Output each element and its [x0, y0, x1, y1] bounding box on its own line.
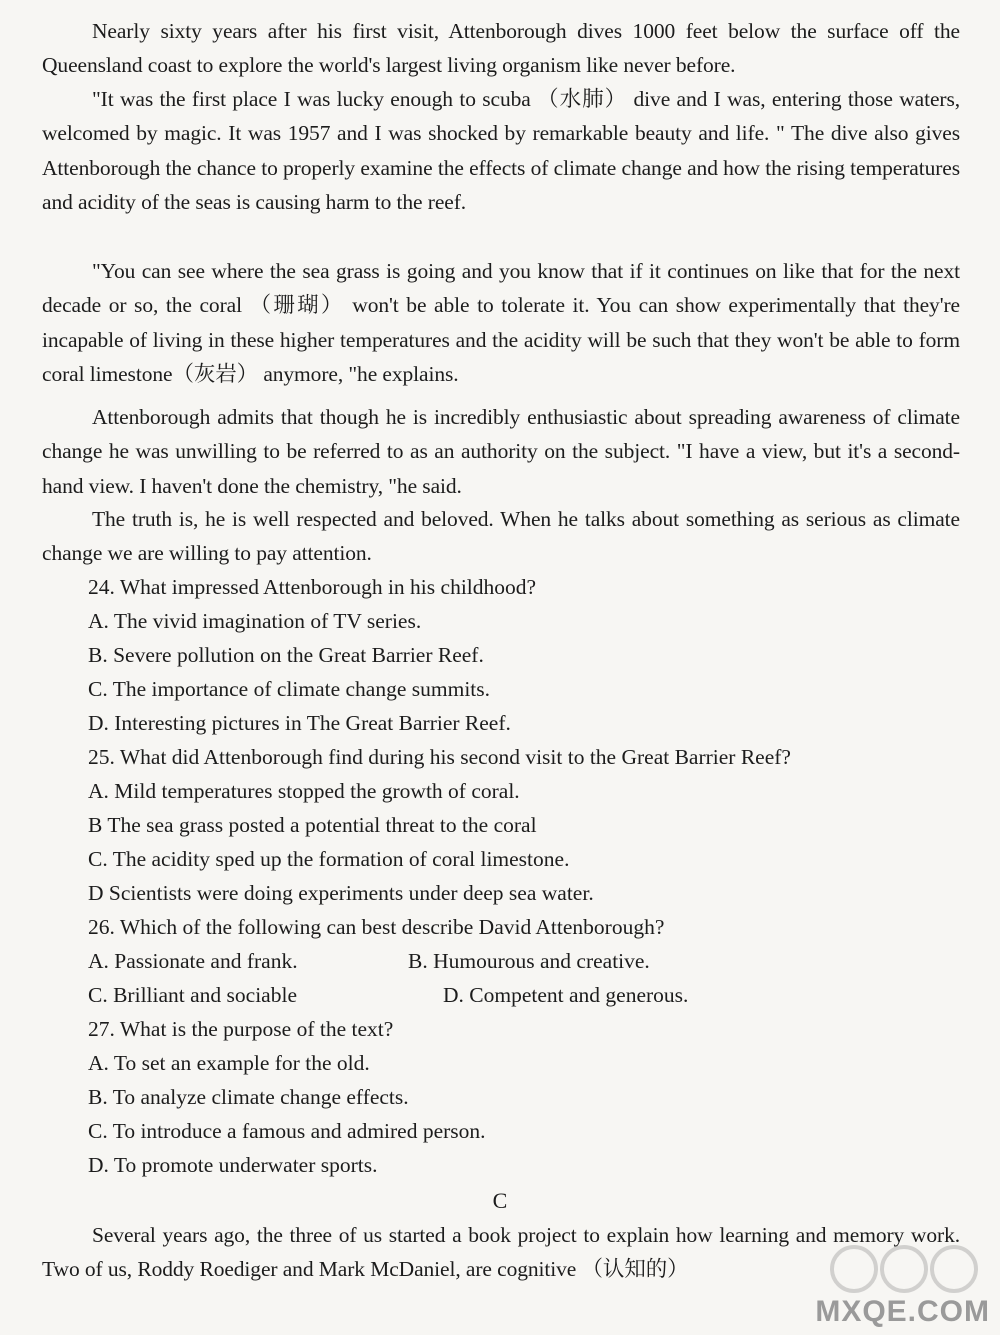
option-d[interactable]: D. To promote underwater sports.	[88, 1153, 378, 1177]
question-26	[88, 910, 968, 1012]
passage-paragraph-5: The truth is, he is well respected and beloved. When he talks about something as serious as climate change we are willing to pay attention.	[42, 507, 960, 566]
option-a[interactable]: A. Passionate and frank.	[88, 949, 298, 973]
option-a[interactable]: A. Mild temperatures stopped the growth of coral.	[88, 779, 520, 803]
section-heading: C	[492, 1188, 508, 1213]
option-a[interactable]: A. The vivid imagination of TV series.	[88, 609, 422, 633]
option-b[interactable]: B. Humourous and creative.	[408, 949, 650, 973]
question-stem: 24. What impressed Attenborough in his childhood?	[88, 575, 537, 599]
option-b[interactable]: B. To analyze climate change effects.	[88, 1085, 409, 1109]
passage-paragraph-4: Attenborough admits that though he is incredibly enthusiastic about spreading awareness of climate change he was unwilling to be referred to as an authority on the subject. "I have a view, but it's a second-hand view. I haven't done the chemistry, "he said.	[42, 405, 960, 498]
option-b[interactable]: B The sea grass posted a potential threat to the coral	[88, 813, 537, 837]
section-c-paragraph: Several years ago, the three of us started a book project to explain how learning and memory work. Two of us, Roddy Roediger and Mark McDaniel, are cognitive （认知的）	[42, 1223, 960, 1282]
question-stem: 27. What is the purpose of the text?	[88, 1017, 394, 1041]
option-d[interactable]: D Scientists were doing experiments under deep sea water.	[88, 881, 594, 905]
option-row	[88, 978, 968, 1012]
question-25	[88, 740, 968, 910]
option-d[interactable]: D. Competent and generous.	[443, 983, 689, 1007]
watermark-text: MXQE.COM	[815, 1295, 990, 1328]
option-c[interactable]: C. The importance of climate change summits.	[88, 677, 491, 701]
question-stem: 25. What did Attenborough find during his second visit to the Great Barrier Reef?	[88, 745, 791, 769]
question-stem: 26. Which of the following can best describe David Attenborough?	[88, 915, 665, 939]
passage-paragraph-2: "It was the first place I was lucky enough to scuba （水肺） dive and I was, entering those waters, welcomed by magic. It was 1957 and I was shocked by remarkable beauty and life. " The dive also gives Attenborough the chance to properly examine the effects of climate change and how the rising temperatures and acidity of the seas is causing harm to the reef.	[42, 87, 960, 215]
option-c[interactable]: C. The acidity sped up the formation of coral limestone.	[88, 847, 570, 871]
option-a[interactable]: A. To set an example for the old.	[88, 1051, 370, 1075]
option-c[interactable]: C. To introduce a famous and admired person.	[88, 1119, 486, 1143]
option-row	[88, 944, 968, 978]
passage-paragraph-1: Nearly sixty years after his first visit, Attenborough dives 1000 feet below the surface off the Queensland coast to explore the world's largest living organism like never before.	[42, 19, 960, 78]
passage-paragraph-3: "You can see where the sea grass is going and you know that if it continues on like that for the next decade or so, the coral （珊瑚） won't be able to tolerate it. You can show experimentally that they're incapable of living in these higher temperatures and the acidity will be such that they won't be able to form coral limestone（灰岩） anymore, "he explains.	[42, 259, 960, 387]
option-d[interactable]: D. Interesting pictures in The Great Barrier Reef.	[88, 711, 511, 735]
option-b[interactable]: B. Severe pollution on the Great Barrier Reef.	[88, 643, 484, 667]
question-27	[88, 1012, 968, 1182]
question-24	[88, 570, 968, 740]
option-c[interactable]: C. Brilliant and sociable	[88, 983, 297, 1007]
